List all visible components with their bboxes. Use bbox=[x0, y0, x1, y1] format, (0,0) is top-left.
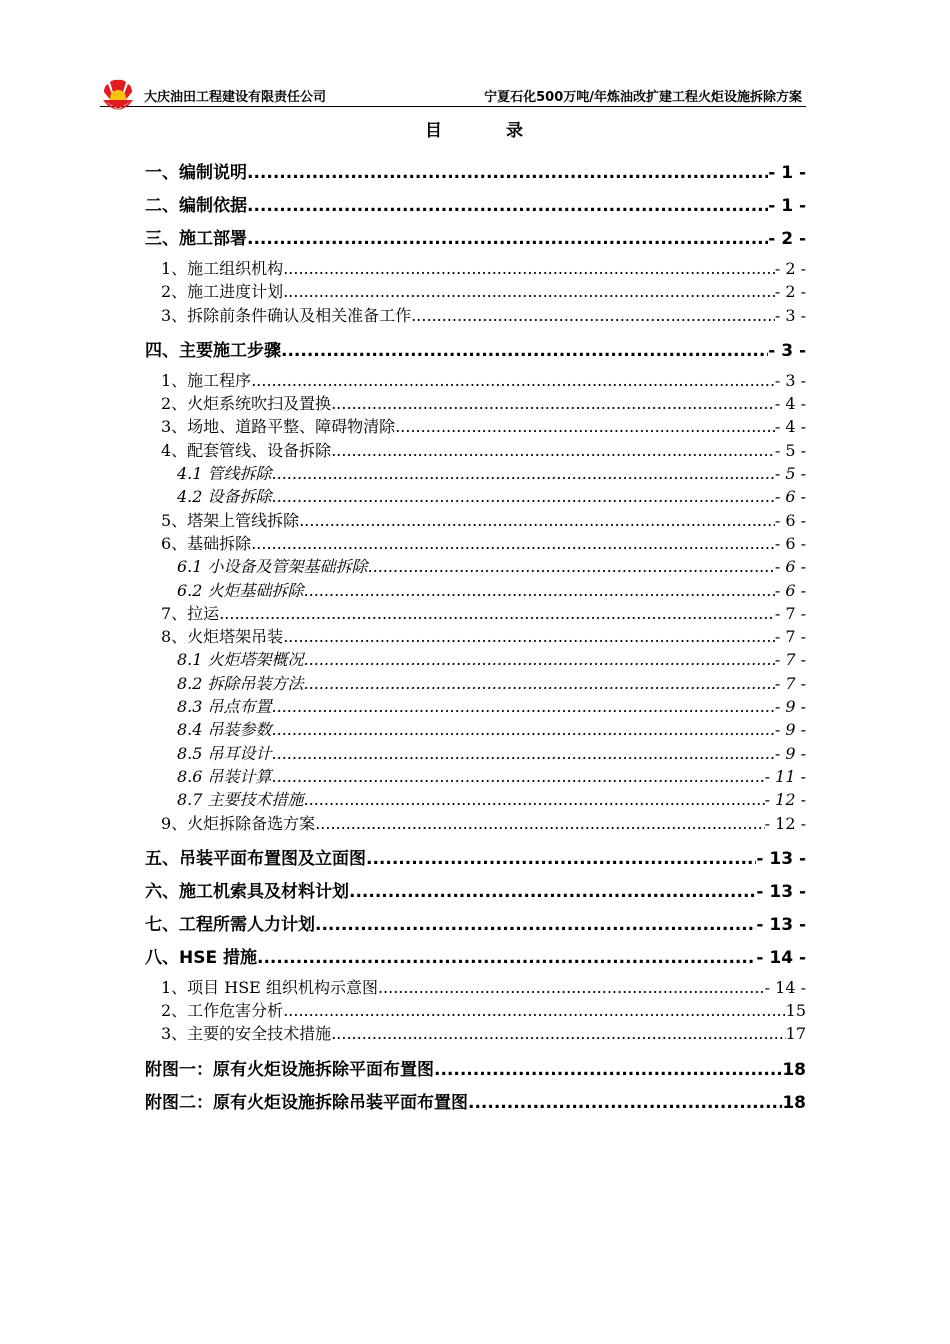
toc-entry[interactable] bbox=[145, 647, 806, 670]
toc-entry[interactable] bbox=[145, 877, 806, 900]
toc-entry-label: 六、施工机索具及材料计划 bbox=[145, 881, 349, 902]
toc-entry[interactable] bbox=[145, 1088, 806, 1111]
toc-entry-page: - 13 - bbox=[756, 848, 806, 869]
title-right: 录 bbox=[506, 121, 525, 141]
toc-entry-page: - 4 - bbox=[774, 394, 806, 414]
toc-leader-dots bbox=[272, 767, 765, 786]
toc-entry-page: 15 bbox=[785, 1001, 806, 1021]
toc-leader-dots bbox=[411, 306, 775, 325]
toc-leader-dots bbox=[331, 1024, 785, 1043]
toc-entry[interactable] bbox=[145, 531, 806, 554]
toc-entry-page: - 2 - bbox=[774, 282, 806, 302]
toc-leader-dots bbox=[247, 163, 768, 183]
toc-entry-label: 2、施工进度计划 bbox=[161, 282, 284, 302]
toc-leader-dots bbox=[315, 814, 764, 833]
toc-entry[interactable] bbox=[145, 191, 806, 214]
toc-leader-dots bbox=[272, 744, 775, 763]
toc-leader-dots bbox=[368, 557, 775, 576]
toc-entry-label: 6.2 火炬基础拆除 bbox=[177, 580, 304, 600]
company-name: 大庆油田工程建设有限责任公司 bbox=[144, 90, 327, 105]
toc-leader-dots bbox=[349, 882, 756, 902]
toc-entry-page: - 12 - bbox=[764, 790, 806, 810]
toc-entry-page: - 3 - bbox=[768, 340, 806, 361]
toc-entry-label: 七、工程所需人力计划 bbox=[145, 914, 315, 935]
toc-leader-dots bbox=[395, 417, 775, 436]
toc-entry-label: 3、主要的安全技术措施 bbox=[161, 1024, 332, 1044]
toc-entry-label: 8.2 拆除吊装方法 bbox=[177, 673, 304, 693]
toc-entry-label: 4.1 管线拆除 bbox=[177, 464, 272, 484]
toc-leader-dots bbox=[272, 720, 775, 739]
project-name: 宁夏石化500万吨/年炼油改扩建工程火炬设施拆除方案 bbox=[484, 90, 802, 105]
toc-leader-dots bbox=[468, 1093, 782, 1113]
toc-entry-page: - 14 - bbox=[756, 947, 806, 968]
toc-entry-page: - 6 - bbox=[774, 510, 806, 530]
toc-entry[interactable] bbox=[145, 414, 806, 437]
toc-entry-label: 9、火炬拆除备选方案 bbox=[161, 813, 316, 833]
toc-entry[interactable] bbox=[145, 998, 806, 1021]
toc-entry-label: 8、火炬塔架吊装 bbox=[161, 627, 284, 647]
toc-entry[interactable] bbox=[145, 484, 806, 507]
toc-entry-page: - 12 - bbox=[764, 813, 806, 833]
toc-entry-label: 3、拆除前条件确认及相关准备工作 bbox=[161, 305, 412, 325]
toc-entry-label: 8.6 吊装计算 bbox=[177, 766, 272, 786]
toc-entry-label: 3、场地、道路平整、障碍物清除 bbox=[161, 417, 396, 437]
page-header bbox=[100, 78, 806, 107]
toc-leader-dots bbox=[281, 341, 768, 361]
toc-entry[interactable] bbox=[145, 508, 806, 531]
toc-entry[interactable] bbox=[145, 461, 806, 484]
toc-leader-dots bbox=[331, 441, 775, 460]
toc-leader-dots bbox=[283, 282, 775, 301]
toc-entry[interactable] bbox=[145, 741, 806, 764]
toc-leader-dots bbox=[251, 534, 775, 553]
toc-entry[interactable] bbox=[145, 764, 806, 787]
toc-entry-label: 8.1 火炬塔架概况 bbox=[177, 650, 304, 670]
toc-leader-dots bbox=[315, 915, 756, 935]
toc-entry-label: 二、编制依据 bbox=[145, 196, 247, 216]
toc-entry-page: - 1 - bbox=[768, 163, 806, 183]
toc-leader-dots bbox=[272, 697, 775, 716]
toc-entry-label: 6、基础拆除 bbox=[161, 533, 252, 553]
toc-entry-label: 2、火炬系统吹扫及置换 bbox=[161, 394, 332, 414]
toc-entry-page: - 7 - bbox=[774, 603, 806, 623]
toc-entry-page: - 1 - bbox=[768, 196, 806, 216]
toc-entry[interactable] bbox=[145, 391, 806, 414]
toc-entry-label: 五、吊装平面布置图及立面图 bbox=[145, 848, 366, 869]
toc-entry[interactable] bbox=[145, 158, 806, 181]
toc-entry-page: - 7 - bbox=[774, 650, 806, 670]
toc-leader-dots bbox=[247, 229, 768, 249]
toc-entry[interactable] bbox=[145, 811, 806, 834]
toc-entry-page: - 3 - bbox=[774, 305, 806, 325]
toc-entry-label: 7、拉运 bbox=[161, 603, 220, 623]
toc-leader-dots bbox=[366, 849, 756, 869]
toc-entry-label: 附图一：原有火炬设施拆除平面布置图 bbox=[145, 1059, 434, 1080]
toc-entry-page: 17 bbox=[785, 1024, 806, 1044]
toc-leader-dots bbox=[257, 948, 756, 968]
toc-entry-label: 三、施工部署 bbox=[145, 229, 247, 249]
toc-entry-page: - 3 - bbox=[774, 370, 806, 390]
page-title bbox=[0, 116, 950, 141]
toc-entry-label: 四、主要施工步骤 bbox=[145, 340, 281, 361]
toc-entry-label: 附图二：原有火炬设施拆除吊装平面布置图 bbox=[145, 1092, 468, 1113]
toc-entry[interactable] bbox=[145, 717, 806, 740]
toc-leader-dots bbox=[378, 978, 765, 997]
toc-entry-page: - 6 - bbox=[774, 533, 806, 553]
title-left: 目 bbox=[425, 121, 444, 141]
toc-entry-label: 1、施工程序 bbox=[161, 370, 252, 390]
toc-entry-label: 8.5 吊耳设计 bbox=[177, 743, 272, 763]
toc-entry-page: - 4 - bbox=[774, 417, 806, 437]
toc-leader-dots bbox=[304, 650, 775, 669]
toc-entry[interactable] bbox=[145, 844, 806, 867]
toc-leader-dots bbox=[434, 1060, 782, 1080]
toc-entry-page: 18 bbox=[782, 1059, 806, 1080]
toc-entry-label: 8.3 吊点布置 bbox=[177, 697, 272, 717]
toc-leader-dots bbox=[304, 674, 775, 693]
toc-entry-page: - 2 - bbox=[774, 259, 806, 278]
toc-entry-page: - 6 - bbox=[774, 580, 806, 600]
toc-entry[interactable] bbox=[145, 224, 806, 247]
toc-entry[interactable] bbox=[145, 601, 806, 624]
toc-leader-dots bbox=[283, 1001, 785, 1020]
toc-entry-page: - 6 - bbox=[774, 487, 806, 507]
toc-entry-label: 八、HSE 措施 bbox=[145, 947, 258, 968]
toc-entry-page: - 14 - bbox=[764, 977, 806, 997]
toc-entry-label: 1、项目 HSE 组织机构示意图 bbox=[161, 977, 378, 997]
toc-entry-page: - 9 - bbox=[774, 697, 806, 717]
toc-entry-label: 1、施工组织机构 bbox=[161, 259, 284, 278]
toc-entry[interactable] bbox=[145, 303, 806, 326]
toc-entry-page: - 5 - bbox=[774, 464, 806, 484]
toc-leader-dots bbox=[299, 511, 775, 530]
toc-entry[interactable] bbox=[145, 694, 806, 717]
toc-entry-page: - 5 - bbox=[774, 440, 806, 460]
toc-entry-page: - 9 - bbox=[774, 720, 806, 740]
toc-entry-page: - 7 - bbox=[774, 627, 806, 647]
toc-entry[interactable] bbox=[145, 256, 806, 279]
toc-entry-page: - 6 - bbox=[774, 557, 806, 577]
toc-entry[interactable] bbox=[145, 279, 806, 302]
toc-entry-page: - 2 - bbox=[768, 229, 806, 249]
toc-entry[interactable] bbox=[145, 1021, 806, 1044]
toc-leader-dots bbox=[247, 196, 768, 216]
toc-entry[interactable] bbox=[145, 578, 806, 601]
toc-leader-dots bbox=[304, 581, 775, 600]
toc-entry[interactable] bbox=[145, 671, 806, 694]
toc-entry-label: 2、工作危害分析 bbox=[161, 1001, 284, 1021]
toc-entry-label: 8.7 主要技术措施 bbox=[177, 790, 304, 810]
toc-leader-dots bbox=[219, 604, 775, 623]
toc-entry[interactable] bbox=[145, 624, 806, 647]
toc-leader-dots bbox=[331, 394, 775, 413]
toc-entry[interactable] bbox=[145, 1055, 806, 1078]
toc-leader-dots bbox=[272, 487, 775, 506]
toc-entry-label: 5、塔架上管线拆除 bbox=[161, 510, 300, 530]
toc-entry-page: - 7 - bbox=[774, 673, 806, 693]
toc-entry-page: - 11 - bbox=[764, 766, 806, 786]
toc-entry-label: 8.4 吊装参数 bbox=[177, 720, 272, 740]
toc-entry[interactable] bbox=[145, 554, 806, 577]
toc-entry[interactable] bbox=[145, 975, 806, 998]
table-of-contents bbox=[145, 158, 806, 1111]
toc-entry[interactable] bbox=[145, 438, 806, 461]
toc-entry[interactable] bbox=[145, 943, 806, 966]
toc-entry[interactable] bbox=[145, 787, 806, 810]
toc-leader-dots bbox=[272, 464, 775, 483]
toc-entry[interactable] bbox=[145, 336, 806, 359]
toc-entry-label: 6.1 小设备及管架基础拆除 bbox=[177, 557, 368, 577]
toc-leader-dots bbox=[283, 259, 775, 278]
toc-entry-page: - 9 - bbox=[774, 743, 806, 763]
toc-leader-dots bbox=[283, 627, 775, 646]
toc-entry-label: 一、编制说明 bbox=[145, 163, 247, 183]
toc-entry-page: - 13 - bbox=[756, 914, 806, 935]
toc-entry[interactable] bbox=[145, 910, 806, 933]
petrochina-logo-icon bbox=[100, 78, 136, 114]
toc-entry-label: 4、配套管线、设备拆除 bbox=[161, 440, 332, 460]
toc-entry-page: 18 bbox=[782, 1092, 806, 1113]
toc-leader-dots bbox=[251, 371, 775, 390]
toc-entry-page: - 13 - bbox=[756, 881, 806, 902]
toc-leader-dots bbox=[304, 790, 765, 809]
toc-entry[interactable] bbox=[145, 368, 806, 391]
toc-entry-label: 4.2 设备拆除 bbox=[177, 487, 272, 507]
